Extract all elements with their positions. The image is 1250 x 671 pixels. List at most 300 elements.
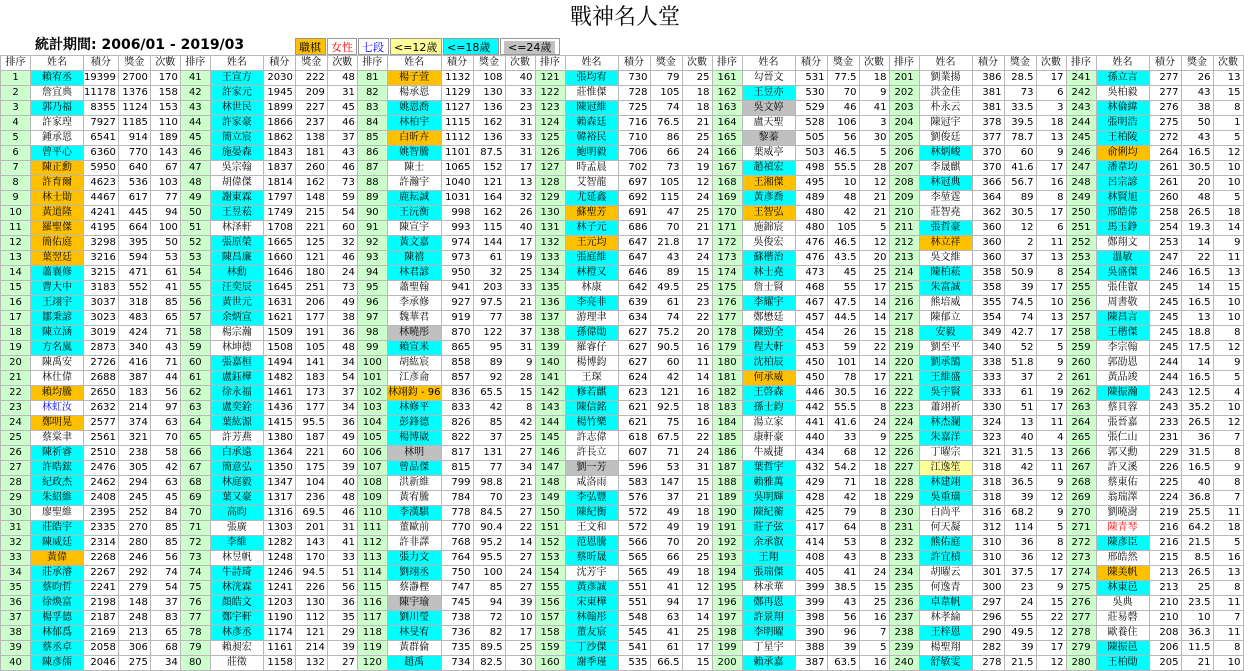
prize-cell: 121	[650, 386, 682, 401]
prize-cell: 46.5	[827, 146, 859, 161]
count-cell: 5	[1036, 341, 1066, 356]
rank-cell: 129	[535, 191, 565, 206]
count-cell: 73	[327, 281, 357, 296]
player-name-cell: 黎蓁	[742, 131, 795, 146]
rank-cell: 244	[1066, 116, 1096, 131]
count-cell: 31	[505, 146, 535, 161]
prize-cell: 14	[1181, 236, 1213, 251]
prize-cell: 23	[1004, 581, 1036, 596]
table-row	[1, 581, 1244, 596]
player-name-cell: 胡曜云	[919, 566, 972, 581]
player-name-cell: 陳昌廉	[210, 251, 263, 266]
player-name-cell: 王昱亦	[742, 86, 795, 101]
prize-cell: 21.5	[1181, 536, 1213, 551]
score-cell: 290	[972, 626, 1004, 641]
player-name-cell: 吳宗翰	[210, 161, 263, 176]
count-cell: 33	[505, 86, 535, 101]
prize-cell: 238	[118, 446, 150, 461]
prize-cell: 279	[118, 581, 150, 596]
prize-cell: 51	[1004, 401, 1036, 416]
player-name-cell: 楊宗瀚	[210, 326, 263, 341]
player-name-cell: 許景翔	[742, 611, 795, 626]
score-cell: 215	[1149, 551, 1181, 566]
prize-cell: 236	[295, 491, 327, 506]
rank-cell: 163	[712, 101, 742, 116]
prize-cell: 16.5	[1181, 146, 1213, 161]
prize-cell: 36	[1181, 431, 1213, 446]
player-name-cell: 丁沙傑	[565, 641, 618, 656]
prize-cell: 203	[473, 281, 505, 296]
rank-cell: 15	[1, 281, 31, 296]
prize-cell: 108	[473, 71, 505, 86]
prize-cell: 66	[650, 146, 682, 161]
score-cell: 2561	[84, 431, 119, 446]
rank-cell: 49	[180, 191, 210, 206]
count-cell: 13	[505, 176, 535, 191]
rank-cell: 210	[889, 206, 919, 221]
rank-cell: 33	[1, 551, 31, 566]
prize-cell: 25.5	[1181, 506, 1213, 521]
count-cell: 11	[682, 356, 712, 371]
table-row	[1, 416, 1244, 431]
score-cell: 210	[1149, 611, 1181, 626]
prize-cell: 1185	[118, 116, 150, 131]
prize-cell: 94	[650, 596, 682, 611]
rank-cell: 93	[357, 251, 387, 266]
prize-cell: 213	[118, 626, 150, 641]
table-row	[1, 221, 1244, 236]
rank-cell: 34	[1, 566, 31, 581]
rank-cell: 104	[357, 416, 387, 431]
score-cell: 993	[441, 221, 473, 236]
rank-cell: 127	[535, 161, 565, 176]
prize-cell: 49.5	[1004, 626, 1036, 641]
count-cell: 24	[859, 416, 889, 431]
count-cell: 46	[327, 506, 357, 521]
count-cell: 14	[859, 356, 889, 371]
prize-cell: 48	[1181, 191, 1213, 206]
player-name-cell: 蔡昕晟	[565, 551, 618, 566]
prize-cell: 280	[118, 536, 150, 551]
prize-cell: 16.5	[1181, 461, 1213, 476]
score-cell: 858	[441, 356, 473, 371]
score-cell: 468	[795, 281, 827, 296]
count-cell: 13	[1036, 311, 1066, 326]
count-cell: 18	[859, 491, 889, 506]
rank-cell: 233	[889, 551, 919, 566]
rank-cell: 204	[889, 116, 919, 131]
rank-cell: 252	[1066, 236, 1096, 251]
prize-cell: 33.5	[1004, 101, 1036, 116]
rank-cell: 189	[712, 491, 742, 506]
score-cell: 378	[972, 116, 1004, 131]
score-cell: 799	[441, 476, 473, 491]
rank-cell: 45	[180, 131, 210, 146]
player-name-cell: 康軒豪	[742, 431, 795, 446]
score-cell: 596	[618, 461, 650, 476]
prize-cell: 39.5	[1004, 116, 1036, 131]
player-name-cell: 李宗翰	[1096, 341, 1149, 356]
table-row	[1, 491, 1244, 506]
score-cell: 2046	[84, 656, 119, 671]
player-name-cell: 詹士賢	[742, 281, 795, 296]
player-name-cell: 施晏森	[210, 146, 263, 161]
rank-cell: 185	[712, 431, 742, 446]
score-cell: 2335	[84, 521, 119, 536]
player-name-cell: 陳昌言	[1096, 311, 1149, 326]
score-cell: 2632	[84, 401, 119, 416]
rank-cell: 178	[712, 326, 742, 341]
rank-cell: 110	[357, 506, 387, 521]
player-name-cell: 林建翊	[919, 476, 972, 491]
count-cell: 26	[505, 206, 535, 221]
score-cell: 4195	[84, 221, 119, 236]
rank-cell: 181	[712, 371, 742, 386]
prize-cell: 60	[1004, 146, 1036, 161]
prize-cell: 66	[650, 551, 682, 566]
count-cell: 17	[1036, 71, 1066, 86]
score-cell: 974	[441, 236, 473, 251]
table-row	[1, 536, 1244, 551]
count-cell: 43	[150, 341, 180, 356]
prize-cell: 114	[1004, 521, 1036, 536]
rank-cell: 54	[180, 266, 210, 281]
prize-cell: 94.5	[295, 566, 327, 581]
player-name-cell: 時孟晨	[565, 161, 618, 176]
score-cell: 226	[1149, 461, 1181, 476]
prize-cell: 70	[473, 491, 505, 506]
player-name-cell: 許家元	[210, 86, 263, 101]
prize-cell: 46	[827, 101, 859, 116]
score-cell: 441	[795, 416, 827, 431]
rank-cell: 190	[712, 506, 742, 521]
player-name-cell: 陳威廷	[31, 536, 84, 551]
score-cell: 627	[618, 356, 650, 371]
score-cell: 6360	[84, 146, 119, 161]
count-cell: 71	[150, 356, 180, 371]
rank-cell: 246	[1066, 146, 1096, 161]
player-name-cell: 高昀	[210, 506, 263, 521]
player-name-cell: 李晟麒	[919, 161, 972, 176]
column-header: 積分	[441, 56, 473, 71]
prize-cell: 79	[650, 71, 682, 86]
rank-cell: 40	[1, 656, 31, 671]
table-row	[1, 461, 1244, 476]
prize-cell: 95.5	[295, 416, 327, 431]
count-cell: 19	[505, 251, 535, 266]
table-row	[1, 161, 1244, 176]
count-cell: 32	[327, 236, 357, 251]
score-cell: 258	[1149, 206, 1181, 221]
count-cell: 100	[150, 221, 180, 236]
score-cell: 1843	[263, 146, 295, 161]
score-cell: 716	[618, 116, 650, 131]
count-cell: 8	[1213, 641, 1243, 656]
rank-cell: 106	[357, 446, 387, 461]
score-cell: 480	[795, 206, 827, 221]
player-name-cell: 熊培威	[919, 296, 972, 311]
score-cell: 1665	[263, 236, 295, 251]
rank-cell: 61	[180, 371, 210, 386]
prize-cell: 424	[118, 326, 150, 341]
rank-cell: 213	[889, 251, 919, 266]
prize-cell: 64	[827, 521, 859, 536]
count-cell: 9	[859, 431, 889, 446]
count-cell: 8	[1213, 446, 1243, 461]
score-cell: 1132	[441, 71, 473, 86]
player-name-cell: 林旻宥	[387, 626, 441, 641]
prize-cell: 183	[118, 386, 150, 401]
score-cell: 300	[972, 581, 1004, 596]
player-name-cell: 李亮非	[565, 296, 618, 311]
player-name-cell: 莊徵	[210, 656, 263, 671]
prize-cell: 143	[295, 536, 327, 551]
player-name-cell: 沈芳宇	[565, 566, 618, 581]
prize-cell: 61	[650, 641, 682, 656]
prize-cell: 74	[1004, 311, 1036, 326]
rank-cell: 183	[712, 401, 742, 416]
score-cell: 310	[972, 536, 1004, 551]
score-cell: 3298	[84, 236, 119, 251]
score-cell: 2510	[84, 446, 119, 461]
prize-cell: 42	[827, 206, 859, 221]
column-header: 積分	[972, 56, 1004, 71]
count-cell: 36	[327, 416, 357, 431]
rank-cell: 73	[180, 551, 210, 566]
player-name-cell: 鹿耘誠	[387, 191, 441, 206]
count-cell: 27	[505, 551, 535, 566]
prize-cell: 78	[827, 371, 859, 386]
player-name-cell: 王柏勛	[1096, 656, 1149, 671]
player-name-cell: 黃文嘉	[387, 236, 441, 251]
table-row	[1, 476, 1244, 491]
player-name-cell: 張仁山	[1096, 431, 1149, 446]
score-cell: 360	[972, 236, 1004, 251]
player-name-cell: 林泽軒	[210, 221, 263, 236]
rank-cell: 85	[357, 131, 387, 146]
score-cell: 2688	[84, 371, 119, 386]
score-cell: 1203	[263, 596, 295, 611]
rank-cell: 237	[889, 611, 919, 626]
rank-cell: 235	[889, 581, 919, 596]
player-name-cell: 黃偉	[31, 551, 84, 566]
prize-cell: 162	[473, 206, 505, 221]
table-row	[1, 386, 1244, 401]
player-name-cell: 陳青琴	[1096, 521, 1149, 536]
score-cell: 1115	[441, 116, 473, 131]
player-name-cell: 鄭翔文	[1096, 236, 1149, 251]
player-name-cell: 鄭懋廷	[742, 311, 795, 326]
count-cell: 170	[150, 71, 180, 86]
prize-cell: 41	[650, 581, 682, 596]
rank-cell: 227	[889, 461, 919, 476]
rank-cell: 43	[180, 101, 210, 116]
prize-cell: 121	[473, 176, 505, 191]
rank-cell: 247	[1066, 161, 1096, 176]
score-cell: 440	[795, 431, 827, 446]
prize-cell: 252	[118, 506, 150, 521]
table-row	[1, 281, 1244, 296]
score-cell: 208	[1149, 626, 1181, 641]
rank-cell: 78	[180, 626, 210, 641]
rank-cell: 229	[889, 491, 919, 506]
prize-cell: 78.7	[1004, 131, 1036, 146]
score-cell: 826	[441, 416, 473, 431]
prize-cell: 89	[1004, 191, 1036, 206]
prize-cell: 39	[1004, 491, 1036, 506]
column-header: 姓名	[31, 56, 84, 71]
player-name-cell: 胡偉傑	[210, 176, 263, 191]
count-cell: 16	[859, 611, 889, 626]
prize-cell: 191	[295, 326, 327, 341]
prize-cell: 187	[295, 431, 327, 446]
count-cell: 34	[150, 656, 180, 671]
prize-cell: 45	[827, 266, 859, 281]
player-name-cell: 莊智堯	[919, 206, 972, 221]
rank-cell: 179	[712, 341, 742, 356]
rank-cell: 272	[1066, 536, 1096, 551]
rank-cell: 202	[889, 86, 919, 101]
player-name-cell: 曾品傑	[387, 461, 441, 476]
prize-cell: 43.5	[827, 251, 859, 266]
table-row	[1, 656, 1244, 671]
prize-cell: 130	[473, 86, 505, 101]
rank-cell: 46	[180, 146, 210, 161]
count-cell: 43	[327, 146, 357, 161]
column-header: 排序	[1, 56, 31, 71]
rank-cell: 70	[180, 506, 210, 521]
score-cell: 312	[972, 521, 1004, 536]
rank-cell: 261	[1066, 371, 1096, 386]
rank-cell: 25	[1, 431, 31, 446]
count-cell: 54	[150, 581, 180, 596]
rank-cell: 188	[712, 476, 742, 491]
prize-cell: 248	[118, 611, 150, 626]
score-cell: 551	[618, 596, 650, 611]
count-cell: 27	[327, 656, 357, 671]
count-cell: 25	[505, 431, 535, 446]
prize-cell: 26	[1181, 71, 1213, 86]
count-cell: 25	[682, 71, 712, 86]
rank-cell: 102	[357, 386, 387, 401]
player-name-cell: 陳紀衡	[565, 506, 618, 521]
prize-cell: 21	[1181, 656, 1213, 671]
player-name-cell: 林明	[387, 446, 441, 461]
count-cell: 37	[150, 596, 180, 611]
prize-cell: 75.2	[650, 326, 682, 341]
count-cell: 9	[1036, 581, 1066, 596]
count-cell: 9	[1036, 476, 1066, 491]
count-cell: 16	[682, 341, 712, 356]
score-cell: 2314	[84, 536, 119, 551]
prize-cell: 226	[295, 581, 327, 596]
score-cell: 381	[972, 86, 1004, 101]
rank-cell: 214	[889, 266, 919, 281]
prize-cell: 305	[118, 461, 150, 476]
legend-seven-dan: 七段	[358, 38, 389, 55]
prize-cell: 37	[473, 431, 505, 446]
column-header: 積分	[1149, 56, 1181, 71]
score-cell: 446	[795, 386, 827, 401]
player-name-cell: 簡佑庭	[31, 236, 84, 251]
player-name-cell: 孫立言	[1096, 71, 1149, 86]
prize-cell: 89	[650, 266, 682, 281]
prize-cell: 54.2	[827, 461, 859, 476]
score-cell: 323	[972, 431, 1004, 446]
score-cell: 476	[795, 251, 827, 266]
player-name-cell: 林昱帆	[210, 551, 263, 566]
rank-cell: 203	[889, 101, 919, 116]
score-cell: 618	[618, 431, 650, 446]
player-name-cell: 牛威捷	[742, 446, 795, 461]
prize-cell: 31.5	[1181, 446, 1213, 461]
prize-cell: 41.6	[827, 416, 859, 431]
count-cell: 33	[327, 551, 357, 566]
player-name-cell: 蔡棠聿	[31, 431, 84, 446]
score-cell: 2408	[84, 491, 119, 506]
score-cell: 1660	[263, 251, 295, 266]
player-name-cell: 張佳叡	[1096, 281, 1149, 296]
count-cell: 5	[1213, 131, 1243, 146]
player-name-cell: 徐煥富	[31, 596, 84, 611]
rank-cell: 277	[1066, 611, 1096, 626]
rank-cell: 198	[712, 626, 742, 641]
score-cell: 583	[618, 476, 650, 491]
count-cell: 10	[1036, 296, 1066, 311]
count-cell: 25	[505, 641, 535, 656]
score-cell: 245	[1149, 296, 1181, 311]
count-cell: 17	[682, 236, 712, 251]
rank-cell: 230	[889, 506, 919, 521]
player-name-cell: 陳宇瑜	[387, 596, 441, 611]
player-name-cell: 陳彥儒	[31, 656, 84, 671]
count-cell: 16	[682, 416, 712, 431]
rank-cell: 243	[1066, 101, 1096, 116]
hall-of-fame-table	[0, 55, 1244, 671]
player-name-cell: 陳祈睿	[31, 446, 84, 461]
player-name-cell: 趙禎宏	[742, 161, 795, 176]
rank-cell: 149	[535, 491, 565, 506]
prize-cell: 26.5	[1181, 416, 1213, 431]
rank-cell: 26	[1, 446, 31, 461]
player-name-cell: 盧天聖	[742, 116, 795, 131]
prize-cell: 25	[1181, 581, 1213, 596]
rank-cell: 84	[357, 116, 387, 131]
count-cell: 10	[1213, 311, 1243, 326]
player-name-cell: 黃宥騰	[387, 491, 441, 506]
player-name-cell: 林賢旭	[1096, 191, 1149, 206]
player-name-cell: 王智弘	[742, 206, 795, 221]
rank-cell: 28	[1, 476, 31, 491]
rank-cell: 134	[535, 266, 565, 281]
prize-cell: 43	[1181, 86, 1213, 101]
count-cell: 17	[1036, 161, 1066, 176]
prize-cell: 214	[118, 401, 150, 416]
rank-cell: 238	[889, 626, 919, 641]
count-cell: 33	[505, 281, 535, 296]
count-cell: 10	[1213, 296, 1243, 311]
score-cell: 318	[972, 461, 1004, 476]
player-name-cell: 陳紀蘅	[742, 506, 795, 521]
table-row	[1, 71, 1244, 86]
prize-cell: 132	[295, 656, 327, 671]
count-cell: 15	[859, 581, 889, 596]
rank-cell: 165	[712, 131, 742, 146]
player-name-cell: 王沅衡	[387, 206, 441, 221]
score-cell: 450	[795, 356, 827, 371]
rank-cell: 95	[357, 281, 387, 296]
count-cell: 25	[682, 281, 712, 296]
